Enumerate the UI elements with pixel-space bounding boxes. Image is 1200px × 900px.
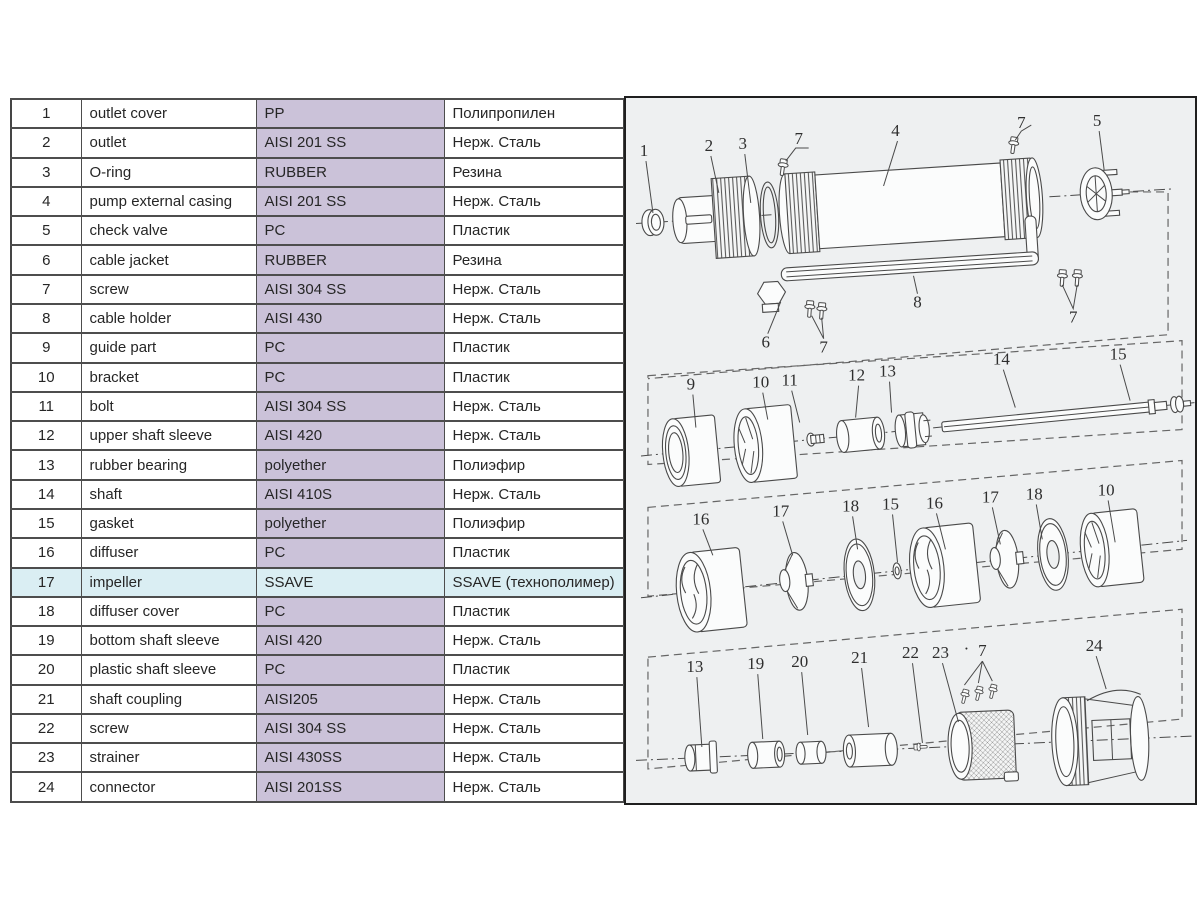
table-row xyxy=(11,216,624,245)
part-name-cell: gasket xyxy=(81,509,256,538)
material-cell: PC xyxy=(256,363,444,392)
part-label: 8 xyxy=(913,292,922,312)
part-label: 12 xyxy=(848,365,866,385)
table-row xyxy=(11,626,624,655)
part-label: 15 xyxy=(1109,344,1127,364)
material-russian-cell: Нерж. Сталь xyxy=(444,421,624,450)
material-russian-cell: Нерж. Сталь xyxy=(444,480,624,509)
part-bracket-2 xyxy=(1077,509,1144,589)
screw-icon xyxy=(804,300,815,317)
part-name-cell: check valve xyxy=(81,216,256,245)
part-guide-part xyxy=(660,415,721,488)
part-number-cell: 4 xyxy=(11,187,81,216)
table-row xyxy=(11,509,624,538)
table-row xyxy=(11,333,624,362)
part-diffuser-2 xyxy=(906,523,981,609)
table-row xyxy=(11,275,624,304)
table-row xyxy=(11,685,624,714)
part-number-cell: 19 xyxy=(11,626,81,655)
part-bolt xyxy=(806,432,824,447)
part-name-cell: cable holder xyxy=(81,304,256,333)
material-russian-cell: Нерж. Сталь xyxy=(444,128,624,157)
part-name-cell: outlet xyxy=(81,128,256,157)
table-row xyxy=(11,655,624,684)
part-shaft-coupling xyxy=(843,733,898,767)
part-number-cell: 8 xyxy=(11,304,81,333)
screw-icon xyxy=(987,684,999,700)
part-label: 20 xyxy=(791,652,809,672)
table-row xyxy=(11,421,624,450)
screw-icon xyxy=(1007,136,1019,154)
part-label: 17 xyxy=(772,501,790,521)
material-cell: RUBBER xyxy=(256,245,444,274)
material-cell: PC xyxy=(256,597,444,626)
part-number-cell: 17 xyxy=(11,568,81,597)
part-number-cell: 7 xyxy=(11,275,81,304)
material-cell: AISI 410S xyxy=(256,480,444,509)
part-impeller-2 xyxy=(987,529,1026,590)
table-row xyxy=(11,99,624,128)
material-cell: AISI205 xyxy=(256,685,444,714)
material-russian-cell: Пластик xyxy=(444,333,624,362)
part-name-cell: connector xyxy=(81,772,256,802)
part-name-cell: O-ring xyxy=(81,158,256,187)
part-label: 16 xyxy=(692,509,710,529)
material-russian-cell: SSAVE (технополимер) xyxy=(444,568,624,597)
part-cable-jacket xyxy=(757,281,787,313)
part-name-cell: pump external casing xyxy=(81,187,256,216)
material-russian-cell: Пластик xyxy=(444,655,624,684)
table-row xyxy=(11,772,624,802)
screws-section4 xyxy=(959,684,999,705)
part-rubber-bearing xyxy=(894,410,933,449)
material-russian-cell: Нерж. Сталь xyxy=(444,772,624,802)
material-cell: polyether xyxy=(256,509,444,538)
part-label: 21 xyxy=(851,648,869,668)
material-russian-cell: Полипропилен xyxy=(444,99,624,128)
section-shaft-assembly xyxy=(637,366,1195,493)
part-rubber-bearing-2 xyxy=(684,741,717,774)
material-cell: AISI 420 xyxy=(256,626,444,655)
part-number-cell: 21 xyxy=(11,685,81,714)
part-label: 23 xyxy=(931,643,949,663)
material-russian-cell: Резина xyxy=(444,245,624,274)
part-number-cell: 20 xyxy=(11,655,81,684)
part-number-cell: 24 xyxy=(11,772,81,802)
part-name-cell: plastic shaft sleeve xyxy=(81,655,256,684)
material-russian-cell: Нерж. Сталь xyxy=(444,685,624,714)
screw-icon xyxy=(1072,269,1083,286)
part-label: 4 xyxy=(891,121,900,141)
material-cell: PC xyxy=(256,538,444,567)
parts-table-body xyxy=(11,99,624,802)
material-russian-cell: Нерж. Сталь xyxy=(444,187,624,216)
section-bottom-assembly xyxy=(634,687,1195,803)
material-cell: AISI 430 xyxy=(256,304,444,333)
material-cell: AISI 420 xyxy=(256,421,444,450)
part-gasket xyxy=(1170,395,1191,413)
material-russian-cell: Нерж. Сталь xyxy=(444,743,624,772)
part-name-cell: bottom shaft sleeve xyxy=(81,626,256,655)
part-name-cell: cable jacket xyxy=(81,245,256,274)
table-row xyxy=(11,743,624,772)
part-label: 18 xyxy=(1025,484,1043,504)
table-row xyxy=(11,597,624,626)
part-name-cell: upper shaft sleeve xyxy=(81,421,256,450)
part-connector xyxy=(1050,689,1151,786)
material-cell: AISI 304 SS xyxy=(256,275,444,304)
part-name-cell: strainer xyxy=(81,743,256,772)
material-russian-cell: Пластик xyxy=(444,363,624,392)
part-label: 10 xyxy=(1097,480,1115,500)
part-number-cell: 2 xyxy=(11,128,81,157)
part-label: 7 xyxy=(794,129,803,149)
table-row xyxy=(11,187,624,216)
part-impeller xyxy=(777,551,816,612)
part-name-cell: diffuser cover xyxy=(81,597,256,626)
part-number-cell: 18 xyxy=(11,597,81,626)
screw-icon xyxy=(816,302,827,319)
part-upper-shaft-sleeve xyxy=(835,417,886,453)
part-number-cell: 16 xyxy=(11,538,81,567)
part-name-cell: impeller xyxy=(81,568,256,597)
material-cell: PP xyxy=(256,99,444,128)
part-outlet xyxy=(670,176,762,261)
part-number-cell: 11 xyxy=(11,392,81,421)
part-label: 1 xyxy=(639,141,649,161)
material-russian-cell: Резина xyxy=(444,158,624,187)
part-label: 18 xyxy=(842,496,860,516)
table-row xyxy=(11,480,624,509)
material-cell: SSAVE xyxy=(256,568,444,597)
screw-icon xyxy=(973,686,985,702)
part-label: 13 xyxy=(686,657,704,677)
part-number-cell: 13 xyxy=(11,450,81,479)
table-row xyxy=(11,304,624,333)
material-cell: AISI 304 SS xyxy=(256,392,444,421)
material-cell: PC xyxy=(256,655,444,684)
material-russian-cell: Нерж. Сталь xyxy=(444,714,624,743)
material-cell: AISI 430SS xyxy=(256,743,444,772)
parts-table xyxy=(10,98,625,803)
part-name-cell: guide part xyxy=(81,333,256,362)
part-label: 19 xyxy=(747,654,765,674)
part-number-cell: 6 xyxy=(11,245,81,274)
part-number-cell: 14 xyxy=(11,480,81,509)
material-russian-cell: Пластик xyxy=(444,597,624,626)
material-russian-cell: Пластик xyxy=(444,538,624,567)
part-label: 15 xyxy=(882,494,900,514)
part-label: 10 xyxy=(752,372,770,392)
part-label: 22 xyxy=(902,643,919,663)
material-russian-cell: Нерж. Сталь xyxy=(444,304,624,333)
material-cell: PC xyxy=(256,333,444,362)
part-label: 14 xyxy=(992,349,1010,369)
part-label: 13 xyxy=(879,361,897,381)
part-number-cell: 1 xyxy=(11,99,81,128)
part-pump-external-casing xyxy=(777,157,1045,254)
material-cell: RUBBER xyxy=(256,158,444,187)
part-plastic-shaft-sleeve xyxy=(796,741,827,764)
material-cell: polyether xyxy=(256,450,444,479)
part-bracket xyxy=(731,404,798,483)
part-label: 5 xyxy=(1092,111,1102,131)
part-label: 6 xyxy=(761,332,770,352)
part-label: 9 xyxy=(686,374,696,394)
part-label: 16 xyxy=(925,493,943,513)
part-diffuser xyxy=(673,547,748,633)
pump-exploded-view xyxy=(626,98,1195,803)
part-number-cell: 3 xyxy=(11,158,81,187)
part-number-cell: 22 xyxy=(11,714,81,743)
part-label: 17 xyxy=(981,487,999,507)
material-cell: PC xyxy=(256,216,444,245)
part-label: 7 xyxy=(1017,113,1026,133)
table-row xyxy=(11,714,624,743)
material-cell: AISI 201SS xyxy=(256,772,444,802)
screw-icon xyxy=(959,689,971,705)
table-row xyxy=(11,538,624,567)
table-row xyxy=(11,128,624,157)
exploded-view-diagram xyxy=(624,96,1197,805)
part-name-cell: diffuser xyxy=(81,538,256,567)
table-row xyxy=(11,568,624,597)
part-name-cell: screw xyxy=(81,275,256,304)
table-row xyxy=(11,392,624,421)
material-cell: AISI 304 SS xyxy=(256,714,444,743)
part-name-cell: shaft xyxy=(81,480,256,509)
section-impeller-stack xyxy=(637,501,1191,638)
part-label: 11 xyxy=(781,370,798,390)
section-main-assembly xyxy=(633,149,1180,320)
part-label: 24 xyxy=(1085,636,1103,656)
table-row xyxy=(11,158,624,187)
part-gasket-small xyxy=(892,562,902,579)
part-label: 7 xyxy=(978,641,987,661)
part-name-cell: shaft coupling xyxy=(81,685,256,714)
part-name-cell: bracket xyxy=(81,363,256,392)
part-label: 2 xyxy=(704,136,714,156)
part-name-cell: screw xyxy=(81,714,256,743)
part-shaft xyxy=(941,398,1167,434)
screw-icon xyxy=(1057,269,1068,286)
table-row xyxy=(11,245,624,274)
table-row xyxy=(11,363,624,392)
part-number-cell: 23 xyxy=(11,743,81,772)
part-name-cell: rubber bearing xyxy=(81,450,256,479)
material-russian-cell: Нерж. Сталь xyxy=(444,626,624,655)
part-label: 7 xyxy=(1068,307,1078,327)
material-russian-cell: Нерж. Сталь xyxy=(444,392,624,421)
material-russian-cell: Нерж. Сталь xyxy=(444,275,624,304)
material-russian-cell: Пластик xyxy=(444,216,624,245)
part-label: 7 xyxy=(819,337,828,357)
part-number-cell: 9 xyxy=(11,333,81,362)
table-row xyxy=(11,450,624,479)
part-number-cell: 5 xyxy=(11,216,81,245)
part-bottom-shaft-sleeve xyxy=(747,741,785,769)
part-diffuser-cover xyxy=(841,538,878,613)
part-number-cell: 10 xyxy=(11,363,81,392)
material-cell: AISI 201 SS xyxy=(256,187,444,216)
part-label: 3 xyxy=(738,134,748,154)
material-russian-cell: Полиэфир xyxy=(444,509,624,538)
part-label: · xyxy=(963,639,970,659)
material-cell: AISI 201 SS xyxy=(256,128,444,157)
part-strainer xyxy=(947,710,1019,784)
part-check-valve xyxy=(1079,166,1131,221)
part-name-cell: bolt xyxy=(81,392,256,421)
part-number-cell: 12 xyxy=(11,421,81,450)
material-russian-cell: Полиэфир xyxy=(444,450,624,479)
part-number-cell: 15 xyxy=(11,509,81,538)
part-name-cell: outlet cover xyxy=(81,99,256,128)
